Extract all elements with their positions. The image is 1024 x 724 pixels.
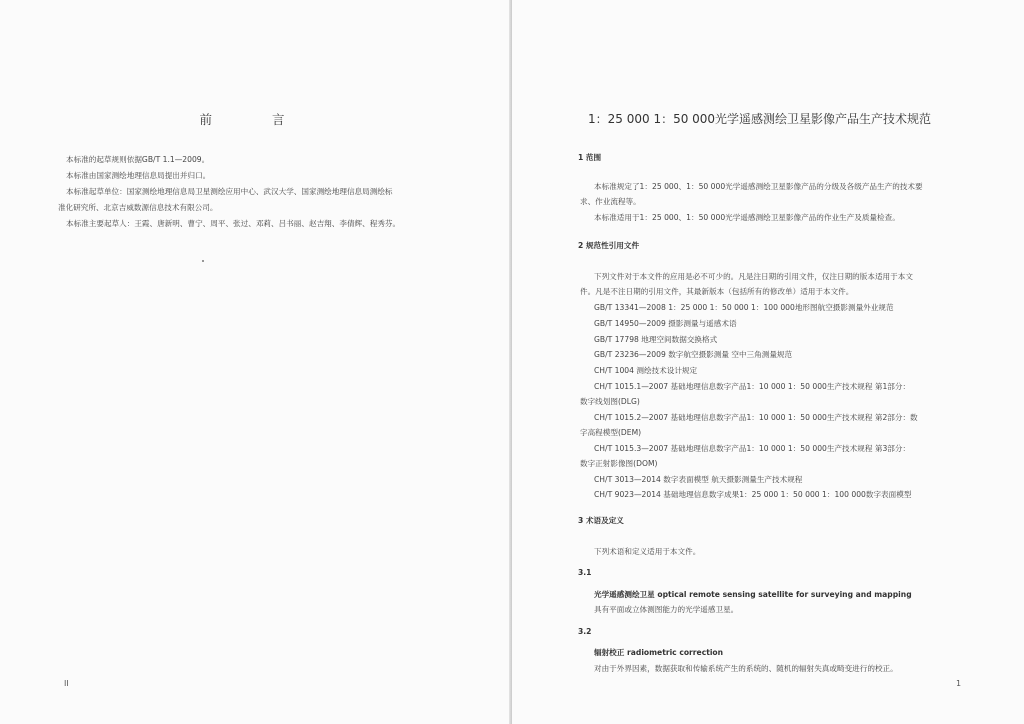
reference-line: 数字正射影像图(DOM) xyxy=(580,459,658,468)
reference-line: 字高程模型(DEM) xyxy=(580,428,642,437)
foreword-line: 本标准由国家测绘地理信息局提出并归口。 xyxy=(66,171,211,180)
foreword-line: 本标准主要起草人：王霞、唐新明、曹宁、周平、张过、邓莉、吕书丽、赵吉翔、李倩辉、程秀芬。 xyxy=(66,219,401,228)
section-heading: 3 术语及定义 xyxy=(578,516,624,525)
reference-line: CH/T 1015.1—2007 基础地理信息数字产品1：10 000 1：50 000生产技术规程 第1部分： xyxy=(594,382,911,391)
section-heading: 1 范围 xyxy=(578,153,602,162)
clause-number: 3.2 xyxy=(578,627,592,636)
page-number: II xyxy=(64,679,69,688)
term-definition: 对由于外界因素，数据获取和传输系统产生的系统的、随机的辐射失真或畸变进行的校正。 xyxy=(594,664,898,673)
term-definition: 具有平面或立体测图能力的光学遥感卫星。 xyxy=(594,605,739,614)
body-line: 本标准规定了1：25 000、1：50 000光学遥感测绘卫星影像产品的分级及各级产品生产的技术要 xyxy=(594,182,923,191)
page-number: 1 xyxy=(956,679,962,688)
reference-line: 数字线划图(DLG) xyxy=(580,397,640,406)
reference-line: CH/T 1004 测绘技术设计规定 xyxy=(594,366,698,375)
reference-line: GB/T 14950—2009 摄影测量与遥感术语 xyxy=(594,319,737,328)
clause-number: 3.1 xyxy=(578,568,592,577)
standard-title: 1：25 000 1：50 000光学遥感测绘卫星影像产品生产技术规范 xyxy=(588,112,932,126)
reference-line: GB/T 13341—2008 1：25 000 1：50 000 1：100 000地形图航空摄影测量外业规范 xyxy=(594,303,894,312)
reference-line: GB/T 23236—2009 数字航空摄影测量 空中三角测量规范 xyxy=(594,350,793,359)
section-heading: 2 规范性引用文件 xyxy=(578,241,640,250)
reference-line: CH/T 1015.2—2007 基础地理信息数字产品1：10 000 1：50 000生产技术规程 第2部分：数 xyxy=(594,413,918,422)
reference-line: GB/T 17798 地理空间数据交换格式 xyxy=(594,335,718,344)
term-heading: 光学遥感测绘卫星 optical remote sensing satellite for surveying and mapping xyxy=(594,590,912,599)
reference-line: CH/T 3013—2014 数字表面模型 航天摄影测量生产技术规程 xyxy=(594,475,803,484)
foreword-line: 准化研究所、北京吉威数源信息技术有限公司。 xyxy=(58,203,218,212)
body-line: 本标准适用于1：25 000、1：50 000光学遥感测绘卫星影像产品的作业生产及质量检查。 xyxy=(594,213,900,222)
reference-line: CH/T 1015.3—2007 基础地理信息数字产品1：10 000 1：50 000生产技术规程 第3部分： xyxy=(594,444,911,453)
right-page xyxy=(512,0,1024,724)
term-heading: 辐射校正 radiometric correction xyxy=(594,648,724,657)
foreword-title: 前 言 xyxy=(199,112,313,127)
foreword-line: 本标准的起草规则依据GB/T 1.1—2009。 xyxy=(66,155,210,164)
reference-line: CH/T 9023—2014 基础地理信息数字成果1：25 000 1：50 000 1：100 000数字表面模型 xyxy=(594,490,912,499)
body-line: 件。凡是不注日期的引用文件，其最新版本（包括所有的修改单）适用于本文件。 xyxy=(580,287,854,296)
foreword-line: 本标准起草单位：国家测绘地理信息局卫星测绘应用中心、武汉大学、国家测绘地理信息局测绘标 xyxy=(66,187,393,196)
body-line: 求、作业流程等。 xyxy=(580,197,641,206)
body-line: 下列文件对于本文件的应用是必不可少的。凡是注日期的引用文件，仅注日期的版本适用于本文 xyxy=(594,272,913,281)
scan-speck xyxy=(202,260,204,262)
body-line: 下列术语和定义适用于本文件。 xyxy=(594,547,701,556)
